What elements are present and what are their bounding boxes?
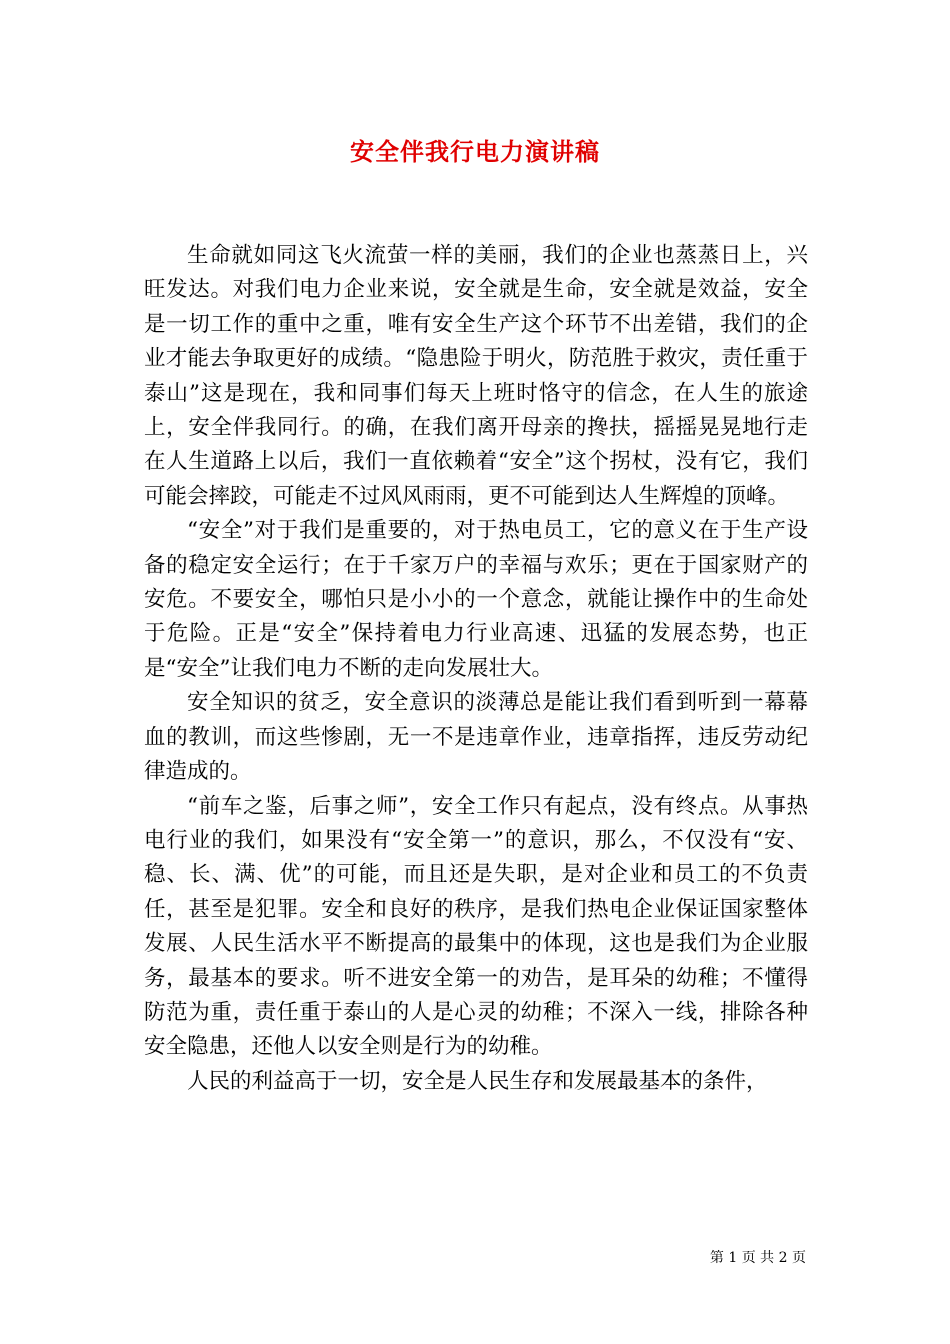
page-number: 第 1 页 共 2 页 bbox=[709, 1250, 806, 1266]
paragraph: 安全知识的贫乏，安全意识的淡薄总是能让我们看到听到一幕幕血的教训，而这些惨剧，无一不是违章作业，违章指挥，违反劳动纪律造成的。 bbox=[144, 690, 808, 785]
paragraph: “前车之鉴，后事之师”，安全工作只有起点，没有终点。从事热电行业的我们，如果没有“安全第一”的意识，那么，不仅没有“安、稳、长、满、优”的可能，而且还是失职，是对企业和员工的不负责任，甚至是犯罪。安全和良好的秩序，是我们热电企业保证国家整体发展、人民生活水平不断提高的最集中的体现，这也是我们为企业服务，最基本的要求。听不进安全第一的劝告，是耳朵的幼稚；不懂得防范为重，责任重于泰山的人是心灵的幼稚；不深入一线，排除各种安全隐患，还他人以安全则是行为的幼稚。 bbox=[144, 793, 808, 1060]
paragraph: 人民的利益高于一切，安全是人民生存和发展最基本的条件， bbox=[187, 1068, 768, 1094]
paragraph: “安全”对于我们是重要的，对于热电员工，它的意义在于生产设备的稳定安全运行；在于千家万户的幸福与欢乐；更在于国家财产的安危。不要安全，哪怕只是小小的一个意念，就能让操作中的生命处于危险。正是“安全”保持着电力行业高速、迅猛的发展态势，也正是“安全”让我们电力不断的走向发展壮大。 bbox=[144, 518, 808, 681]
document-body bbox=[144, 239, 808, 1099]
paragraph: 生命就如同这飞火流萤一样的美丽，我们的企业也蒸蒸日上，兴旺发达。对我们电力企业来说，安全就是生命，安全就是效益，安全是一切工作的重中之重，唯有安全生产这个环节不出差错，我们的企业才能去争取更好的成绩。“隐患险于明火，防范胜于救灾，责任重于泰山”这是现在，我和同事们每天上班时恪守的信念，在人生的旅途上，安全伴我同行。的确，在我们离开母亲的搀扶，摇摇晃晃地行走在人生道路上以后，我们一直依赖着“安全”这个拐杖，没有它，我们可能会摔跤，可能走不过风风雨雨，更不可能到达人生辉煌的顶峰。 bbox=[144, 243, 808, 509]
document-title: 安全伴我行电力演讲稿 bbox=[350, 137, 600, 166]
